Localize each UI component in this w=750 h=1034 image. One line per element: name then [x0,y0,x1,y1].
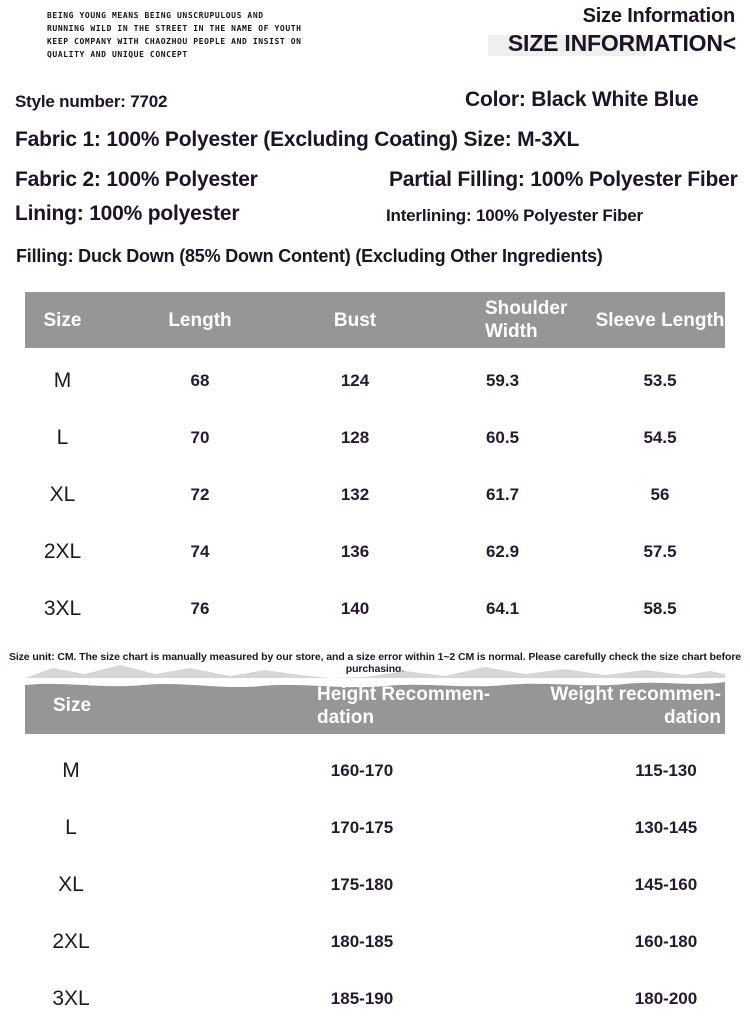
table-row [25,523,725,580]
table-cell: 2XL [43,539,82,563]
table-row [25,913,725,970]
table-cell: 136 [340,541,370,561]
table-cell: 57.5 [643,541,677,561]
table-cell: 64.1 [485,598,520,618]
column-header-size: Size [43,309,82,331]
table-cell: L [65,815,77,839]
table-cell: 124 [340,370,370,390]
partial-filling-label: Partial Filling: 100% Polyester Fiber [389,168,738,191]
mountain-wave-icon [25,662,725,678]
table-cell: 56 [650,484,670,504]
brand-slogan-line: KEEP COMPANY WITH CHAOZHOU PEOPLE AND INSIST ON [47,37,302,46]
brand-slogan-line: QUALITY AND UNIQUE CONCEPT [47,50,188,59]
filling-label: Filling: Duck Down (85% Down Content) (Excluding Other Ingredients) [16,246,603,266]
table-cell: 115-130 [635,760,697,780]
fit-table-body [25,734,725,1027]
table-cell: 3XL [43,596,82,620]
table-cell: 140 [340,598,370,618]
table-cell: 54.5 [643,427,677,447]
table-cell: 132 [340,484,370,504]
table-cell: M [62,758,80,782]
table-cell: 160-170 [330,760,394,780]
interlining-label: Interlining: 100% Polyester Fiber [386,206,643,225]
wave-decoration [25,662,725,678]
brand-slogan-line: RUNNING WILD IN THE STREET IN THE NAME OF YOUTH [47,24,302,33]
table-cell: 62.9 [485,541,520,561]
column-header-shoulder-width: Shoulder Width [485,298,568,342]
column-header-bust: Bust [333,309,377,331]
table-cell: 59.3 [485,370,520,390]
color-label: Color: Black White Blue [465,88,699,111]
brand-slogan [47,9,302,61]
table-cell: 60.5 [485,427,520,447]
table-cell: 76 [190,598,210,618]
table-row [25,856,725,913]
size-table-header [25,292,725,348]
table-cell: 58.5 [643,598,677,618]
column-header-weight-recommendation: Weight recommen-dation [550,684,721,728]
table-cell: 74 [190,541,210,561]
fit-table-header [25,678,725,734]
table-row [25,799,725,856]
table-cell: XL [58,872,84,896]
table-row [25,466,725,523]
table-cell: 185-190 [330,988,394,1008]
table-cell: L [56,425,69,449]
fit-recommendation-table [25,678,725,1010]
size-information-title: SIZE INFORMATION< [507,30,736,56]
fabric1-text: Fabric 1: 100% Polyester (Excluding Coating) [15,128,458,151]
table-cell: 175-180 [330,874,394,894]
table-cell: 2XL [52,929,90,953]
table-cell: 61.7 [485,484,520,504]
fabric1-label [15,128,579,152]
table-cell: 68 [190,370,210,390]
fabric2-label: Fabric 2: 100% Polyester [15,168,258,191]
column-header-sleeve-length: Sleeve Length [595,309,725,331]
style-number-label: Style number: 7702 [15,92,168,111]
table-row [25,580,725,637]
table-cell: XL [49,482,76,506]
lining-label: Lining: 100% polyester [15,202,240,225]
table-cell: 180-185 [330,931,394,951]
size-table-body [25,348,725,637]
table-cell: 145-160 [634,874,698,894]
size-measurement-table [25,292,725,637]
table-cell: M [53,368,72,392]
size-information-subtitle: Size Information [582,5,735,27]
table-cell: 3XL [52,986,90,1010]
table-cell: 72 [190,484,210,504]
table-row [25,742,725,799]
table-cell: 130-145 [634,817,698,837]
table-cell: 180-200 [634,988,698,1008]
size-unit-note: Size unit: CM. The size chart is manually measured by our store, and a size error within 1~2 CM is normal. Please carefully check the size chart before purchasing. [8,651,742,675]
column-header-size: Size [53,695,92,716]
size-range-text: Size: M-3XL [463,128,580,151]
table-row [25,409,725,466]
table-cell: 160-180 [634,931,698,951]
column-header-height-recommendation: Height Recommen-dation [317,684,491,728]
table-cell: 128 [340,427,370,447]
brand-slogan-line: BEING YOUNG MEANS BEING UNSCRUPULOUS AND [47,11,264,20]
column-header-length: Length [168,309,232,331]
table-row [25,970,725,1027]
table-cell: 170-175 [330,817,394,837]
table-cell: 70 [190,427,210,447]
table-cell: 53.5 [643,370,677,390]
table-row [25,352,725,409]
